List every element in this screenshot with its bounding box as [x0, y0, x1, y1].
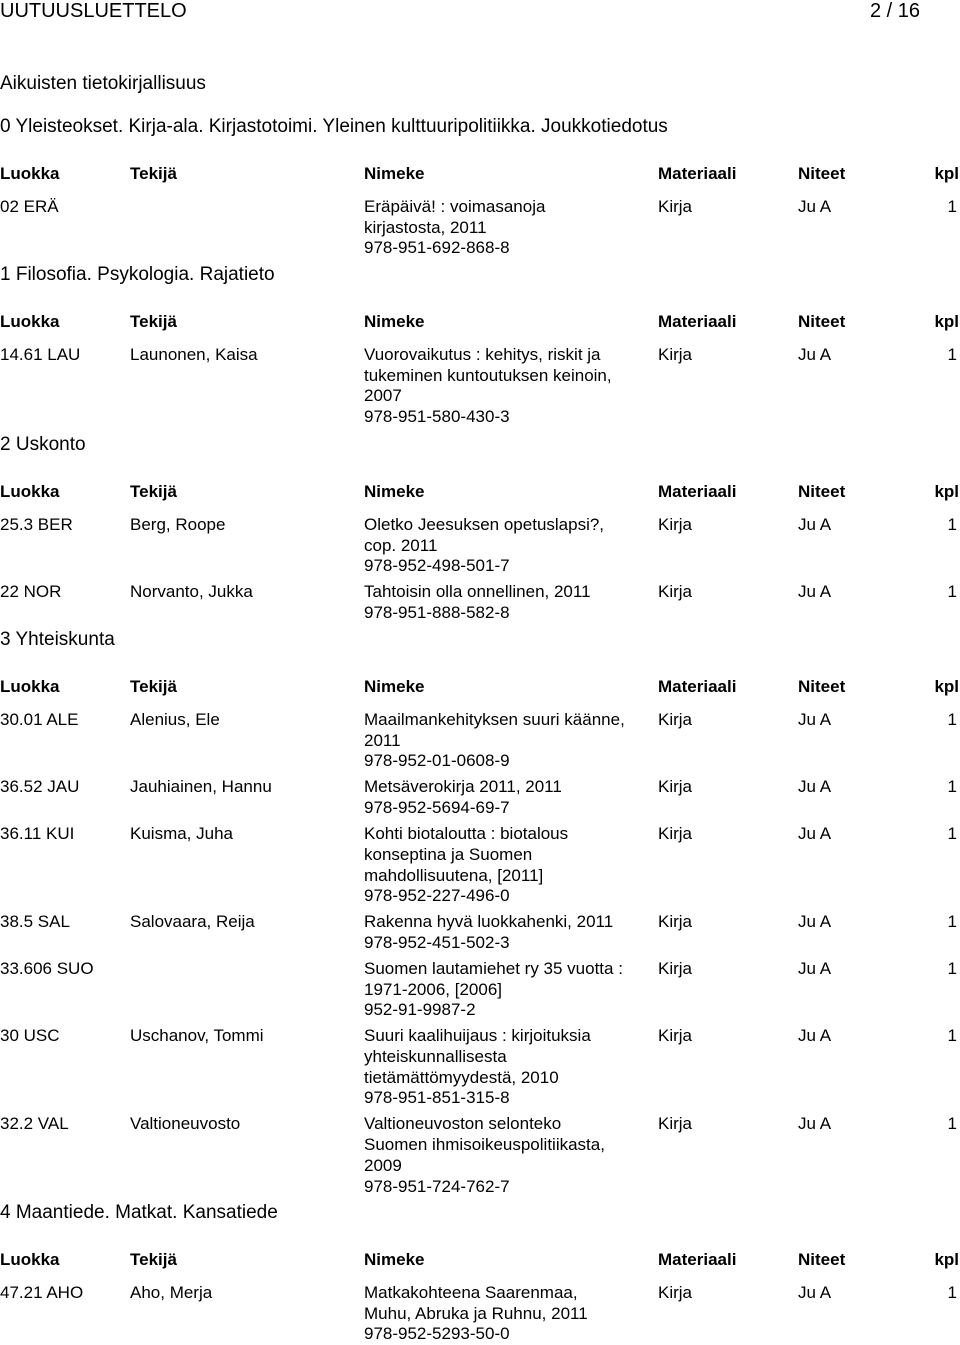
row-isbn: 978-952-01-0608-9 [364, 751, 510, 771]
row-copies-location: Ju A [798, 710, 832, 729]
column-header-kpl: kpl [934, 164, 959, 183]
column-header-nimeke: Nimeke [364, 164, 425, 183]
column-header-niteet: Niteet [798, 482, 846, 501]
row-material: Kirja [658, 777, 693, 797]
row-classification: 30.01 ALE [0, 710, 79, 729]
row-isbn: 978-951-692-868-8 [364, 238, 510, 258]
row-classification: 02 ERÄ [0, 197, 59, 216]
row-title-line: Rakenna hyvä luokkahenki, 2011 [364, 912, 614, 932]
catalog-title: UUTUUSLUETTELO [0, 0, 187, 22]
row-isbn: 978-952-498-501-7 [364, 556, 510, 576]
column-header-niteet: Niteet [798, 312, 846, 331]
row-copies-location: Ju A [798, 1026, 832, 1046]
row-material: Kirja [658, 824, 693, 844]
column-header-niteet: Niteet [798, 677, 846, 696]
row-isbn: 978-951-580-430-3 [364, 407, 510, 427]
row-title-line: Tahtoisin olla onnellinen, 2011 [364, 582, 591, 602]
row-title-line: 1971-2006, [2006] [364, 979, 503, 999]
row-title-line: Suomen lautamiehet ry 35 vuotta : [364, 958, 623, 978]
row-author: Jauhiainen, Hannu [130, 777, 272, 797]
row-copies-location: Ju A [798, 345, 832, 364]
row-material: Kirja [658, 958, 693, 978]
column-header-luokka: Luokka [0, 164, 60, 183]
row-title-line: Maailmankehityksen suuri käänne, [364, 710, 625, 729]
row-isbn: 952-91-9987-2 [364, 1000, 476, 1020]
row-classification: 47.21 AHO [0, 1283, 84, 1302]
row-isbn: 978-951-888-582-8 [364, 603, 510, 623]
row-title-line: 2011 [364, 730, 401, 750]
row-isbn: 978-952-5293-50-0 [364, 1324, 510, 1344]
row-material: Kirja [658, 197, 693, 216]
row-material: Kirja [658, 345, 693, 364]
row-title-line: yhteiskunnallisesta [364, 1047, 507, 1066]
row-copies-location: Ju A [798, 912, 832, 932]
column-header-materiaali: Materiaali [658, 482, 737, 501]
row-material: Kirja [658, 710, 693, 729]
row-material: Kirja [658, 912, 693, 932]
row-title-line: Metsäverokirja 2011, 2011 [364, 777, 562, 797]
row-author: Uschanov, Tommi [130, 1026, 264, 1046]
row-classification: 36.11 KUI [0, 824, 75, 844]
row-count: 1 [947, 710, 957, 729]
column-header-tekija: Tekijä [130, 164, 177, 183]
row-author: Salovaara, Reija [130, 912, 255, 932]
row-count: 1 [947, 824, 957, 844]
row-material: Kirja [658, 515, 693, 534]
row-material: Kirja [658, 1283, 693, 1302]
row-count: 1 [947, 1026, 957, 1046]
row-author: Valtioneuvosto [130, 1114, 241, 1134]
section-title-maantiede: 4 Maantiede. Matkat. Kansatiede [0, 1202, 278, 1223]
column-header-luokka: Luokka [0, 1250, 60, 1269]
row-copies-location: Ju A [798, 1114, 832, 1134]
column-header-kpl: kpl [934, 677, 959, 696]
row-isbn: 978-952-5694-69-7 [364, 798, 510, 818]
column-header-tekija: Tekijä [130, 1250, 177, 1269]
column-header-kpl: kpl [934, 312, 959, 331]
row-count: 1 [947, 958, 957, 978]
row-count: 1 [947, 777, 957, 797]
row-title-line: cop. 2011 [364, 535, 438, 555]
row-count: 1 [947, 582, 957, 602]
row-classification: 14.61 LAU [0, 345, 81, 364]
row-title-line: mahdollisuutena, [2011] [364, 865, 544, 885]
row-classification: 22 NOR [0, 582, 62, 602]
row-title-line: Suuri kaalihuijaus : kirjoituksia [364, 1026, 591, 1046]
row-title-line: Valtioneuvoston selonteko [364, 1114, 562, 1134]
row-title-line: Oletko Jeesuksen opetuslapsi?, [364, 515, 605, 534]
row-title-line: Suomen ihmisoikeuspolitiikasta, [364, 1135, 605, 1155]
column-header-nimeke: Nimeke [364, 312, 425, 331]
row-title-line: konseptina ja Suomen [364, 844, 533, 864]
section-title-yhteiskunta: 3 Yhteiskunta [0, 629, 115, 650]
row-title-line: kirjastosta, 2011 [364, 217, 487, 237]
row-classification: 32.2 VAL [0, 1114, 69, 1134]
main-category-title: Aikuisten tietokirjallisuus [0, 73, 206, 94]
column-header-nimeke: Nimeke [364, 482, 425, 501]
row-title-line: Kohti biotaloutta : biotalous [364, 824, 569, 844]
row-title-line: Eräpäivä! : voimasanoja [364, 197, 546, 216]
column-header-kpl: kpl [934, 1250, 959, 1269]
row-classification: 36.52 JAU [0, 777, 80, 797]
column-header-luokka: Luokka [0, 677, 60, 696]
row-material: Kirja [658, 1114, 693, 1134]
column-header-nimeke: Nimeke [364, 1250, 425, 1269]
row-title-line: Muhu, Abruka ja Ruhnu, 2011 [364, 1303, 588, 1323]
row-isbn: 978-951-851-315-8 [364, 1088, 510, 1108]
column-header-materiaali: Materiaali [658, 1250, 737, 1269]
row-title-line: 2007 [364, 386, 402, 406]
row-title-line: Matkakohteena Saarenmaa, [364, 1283, 578, 1302]
row-title-line: tukeminen kuntoutuksen keinoin, [364, 365, 612, 385]
column-header-nimeke: Nimeke [364, 677, 425, 696]
row-classification: 30 USC [0, 1026, 60, 1046]
section-title-uskonto: 2 Uskonto [0, 434, 86, 455]
column-header-luokka: Luokka [0, 482, 60, 501]
row-count: 1 [947, 345, 957, 364]
row-author: Kuisma, Juha [130, 824, 233, 844]
row-count: 1 [947, 1283, 957, 1302]
row-material: Kirja [658, 1026, 693, 1046]
row-copies-location: Ju A [798, 197, 832, 216]
row-title-line: Vuorovaikutus : kehitys, riskit ja [364, 345, 601, 364]
row-author: Norvanto, Jukka [130, 582, 253, 602]
row-count: 1 [947, 515, 957, 534]
row-title-line: 2009 [364, 1155, 402, 1175]
row-author: Alenius, Ele [130, 710, 220, 729]
row-copies-location: Ju A [798, 824, 832, 844]
row-title-line: tietämättömyydestä, 2010 [364, 1067, 559, 1087]
row-classification: 33.606 SUO [0, 958, 94, 978]
column-header-tekija: Tekijä [130, 677, 177, 696]
row-copies-location: Ju A [798, 777, 832, 797]
row-count: 1 [947, 1114, 957, 1134]
row-classification: 25.3 BER [0, 515, 73, 534]
section-title-filosofia: 1 Filosofia. Psykologia. Rajatieto [0, 264, 275, 285]
column-header-materiaali: Materiaali [658, 312, 737, 331]
row-copies-location: Ju A [798, 1283, 832, 1302]
row-classification: 38.5 SAL [0, 912, 70, 932]
column-header-luokka: Luokka [0, 312, 60, 331]
row-author: Aho, Merja [130, 1283, 213, 1302]
column-header-niteet: Niteet [798, 164, 846, 183]
row-isbn: 978-951-724-762-7 [364, 1176, 510, 1196]
column-header-materiaali: Materiaali [658, 677, 737, 696]
row-author: Berg, Roope [130, 515, 226, 534]
row-copies-location: Ju A [798, 515, 832, 534]
row-author: Launonen, Kaisa [130, 345, 258, 364]
row-count: 1 [947, 197, 957, 216]
row-count: 1 [947, 912, 957, 932]
row-material: Kirja [658, 582, 693, 602]
row-isbn: 978-952-451-502-3 [364, 932, 510, 952]
column-header-tekija: Tekijä [130, 482, 177, 501]
column-header-niteet: Niteet [798, 1250, 846, 1269]
row-isbn: 978-952-227-496-0 [364, 886, 510, 906]
row-copies-location: Ju A [798, 582, 832, 602]
section-title-yleisteokset: 0 Yleisteokset. Kirja-ala. Kirjastotoimi. Yleinen kulttuuripolitiikka. Joukkotiedotus [0, 116, 668, 137]
column-header-materiaali: Materiaali [658, 164, 737, 183]
column-header-tekija: Tekijä [130, 312, 177, 331]
column-header-kpl: kpl [934, 482, 959, 501]
page-number: 2 / 16 [870, 0, 921, 22]
row-copies-location: Ju A [798, 958, 832, 978]
